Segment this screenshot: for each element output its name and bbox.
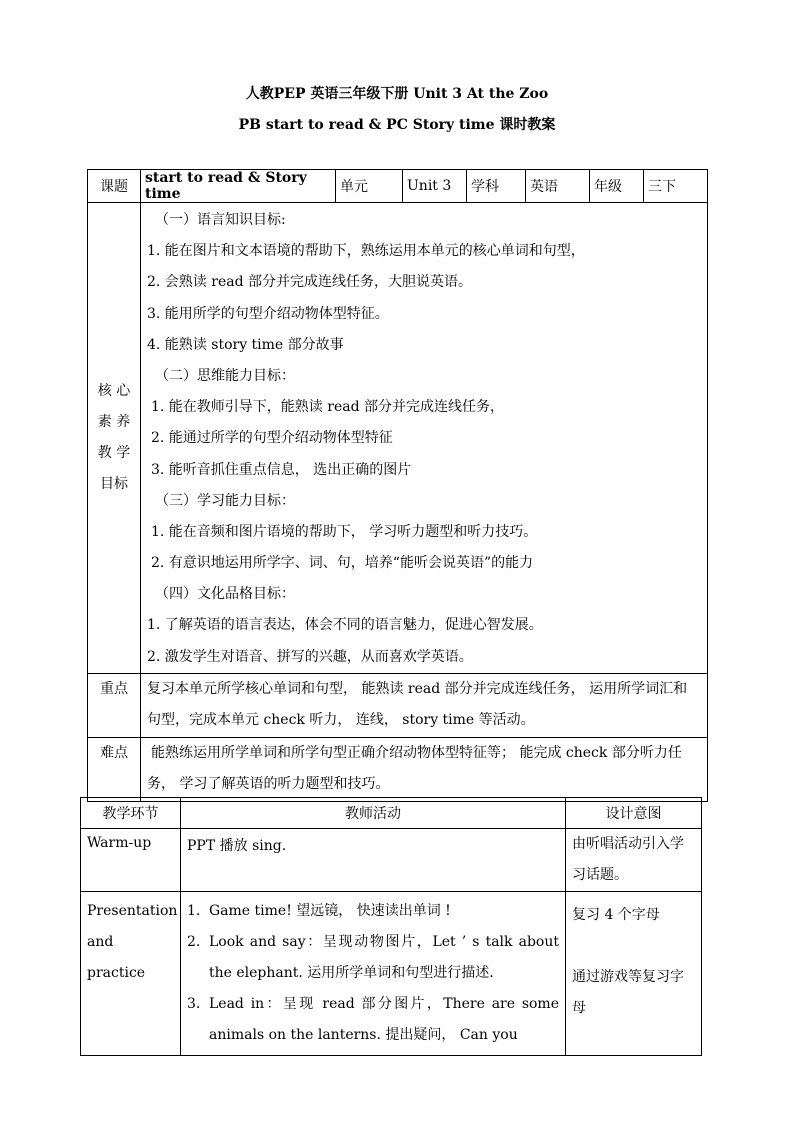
table-row: [81, 892, 702, 1056]
table-header-row: [81, 798, 702, 829]
teaching-process-table: [80, 797, 702, 1056]
goals-line: 4. 能熟读 story time 部分故事: [147, 336, 344, 353]
document-title: 人教PEP 英语三年级下册 Unit 3 At the Zoo: [245, 86, 549, 102]
header-stage: 教学环节: [81, 798, 181, 829]
goals-line: 2. 能通过所学的句型介绍动物体型特征: [151, 430, 393, 447]
goals-label-line: 教 学: [97, 444, 131, 461]
goals-label: [88, 203, 141, 674]
stage-cell: Presentation and practice: [81, 892, 181, 1056]
table-row: [88, 203, 708, 674]
unit-value: Unit 3: [403, 170, 467, 203]
goals-content: [141, 203, 708, 674]
goals-label-line: 目标: [100, 475, 128, 492]
activity-cell: PPT 播放 sing.: [181, 829, 566, 892]
grade-label: 年级: [590, 170, 644, 203]
goals-line: （三）学习能力目标：: [155, 492, 295, 509]
list-item: 3. Lead in：呈现 read 部分图片，There are some animals on the lanterns. 提出疑问， Can you: [187, 989, 559, 1051]
goals-line: （四）文化品格目标：: [155, 586, 295, 603]
header-activity: 教师活动: [181, 798, 566, 829]
goals-line: 2. 会熟读 read 部分并完成连线任务，大胆说英语。: [147, 274, 472, 291]
goals-line: 3. 能用所学的句型介绍动物体型特征。: [147, 305, 389, 322]
goals-line: 1. 了解英语的语言表达，体会不同的语言魅力，促进心智发展。: [147, 617, 543, 634]
header-intent: 设计意图: [566, 798, 702, 829]
goals-line: 1. 能在教师引导下，能熟读 read 部分并完成连线任务，: [151, 399, 504, 416]
list-item: 2. Look and say：呈现动物图片，Let ’ s talk about the elephant. 运用所学单词和句型进行描述.: [187, 927, 559, 989]
table-row: [81, 829, 702, 892]
goals-line: 2. 激发学生对语音、拼写的兴趣，从而喜欢学英语。: [147, 648, 473, 665]
difficulties-text: 能熟练运用所学单词和所学句型正确介绍动物体型特征等； 能完成 check 部分听力任务， 学习了解英语的听力题型和技巧。: [141, 737, 708, 801]
activity-text: Look and say：呈现动物图片，Let ’ s talk about the elephant. 运用所学单词和句型进行描述.: [209, 934, 559, 981]
lesson-info-table: [87, 169, 708, 802]
subject-value: 英语: [526, 170, 590, 203]
table-row: [88, 170, 708, 203]
goals-line: （二）思维能力目标：: [155, 367, 295, 384]
table-row: [88, 673, 708, 737]
goals-line: 1. 能在图片和文本语境的帮助下，熟练运用本单元的核心单词和句型，: [147, 243, 585, 260]
key-points-label: 重点: [88, 673, 141, 737]
goals-line: 3. 能听音抓住重点信息， 选出正确的图片: [151, 461, 412, 478]
intent-cell: 由听唱活动引入学习话题。: [566, 829, 702, 892]
stage-cell: Warm-up: [81, 829, 181, 892]
key-points-text: 复习本单元所学核心单词和句型， 能熟读 read 部分并完成连线任务， 运用所学词汇和句型，完成本单元 check 听力， 连线， story time 等活动。: [141, 673, 708, 737]
table-row: [88, 737, 708, 801]
topic-label: 课题: [88, 170, 141, 203]
goals-line: 1. 能在音频和图片语境的帮助下， 学习听力题型和听力技巧。: [151, 523, 538, 540]
goals-line: （一）语言知识目标:: [155, 212, 286, 228]
goals-label-line: 素 养: [97, 413, 131, 430]
goals-label-line: 核 心: [97, 382, 131, 399]
document-subtitle: PB start to read & PC Story time 课时教案: [238, 117, 556, 133]
activity-cell: [181, 892, 566, 1056]
intent-text: 通过游戏等复习字母: [572, 969, 684, 1016]
unit-label: 单元: [336, 170, 403, 203]
list-item: 1. Game time! 望远镜， 快速读出单词 !: [187, 896, 559, 927]
activity-text: Game time! 望远镜， 快速读出单词 !: [209, 903, 451, 919]
intent-text: 复习 4 个字母: [572, 907, 660, 923]
grade-value: 三下: [644, 170, 708, 203]
topic-value: start to read & Story time: [141, 170, 336, 203]
difficulties-label: 难点: [88, 737, 141, 801]
intent-cell: [566, 892, 702, 1056]
subject-label: 学科: [467, 170, 526, 203]
activity-text: Lead in：呈现 read 部分图片，There are some animals on the lanterns. 提出疑问， Can you: [209, 996, 559, 1043]
goals-line: 2. 有意识地运用所学字、词、句，培养“能听会说英语”的能力: [151, 555, 534, 572]
